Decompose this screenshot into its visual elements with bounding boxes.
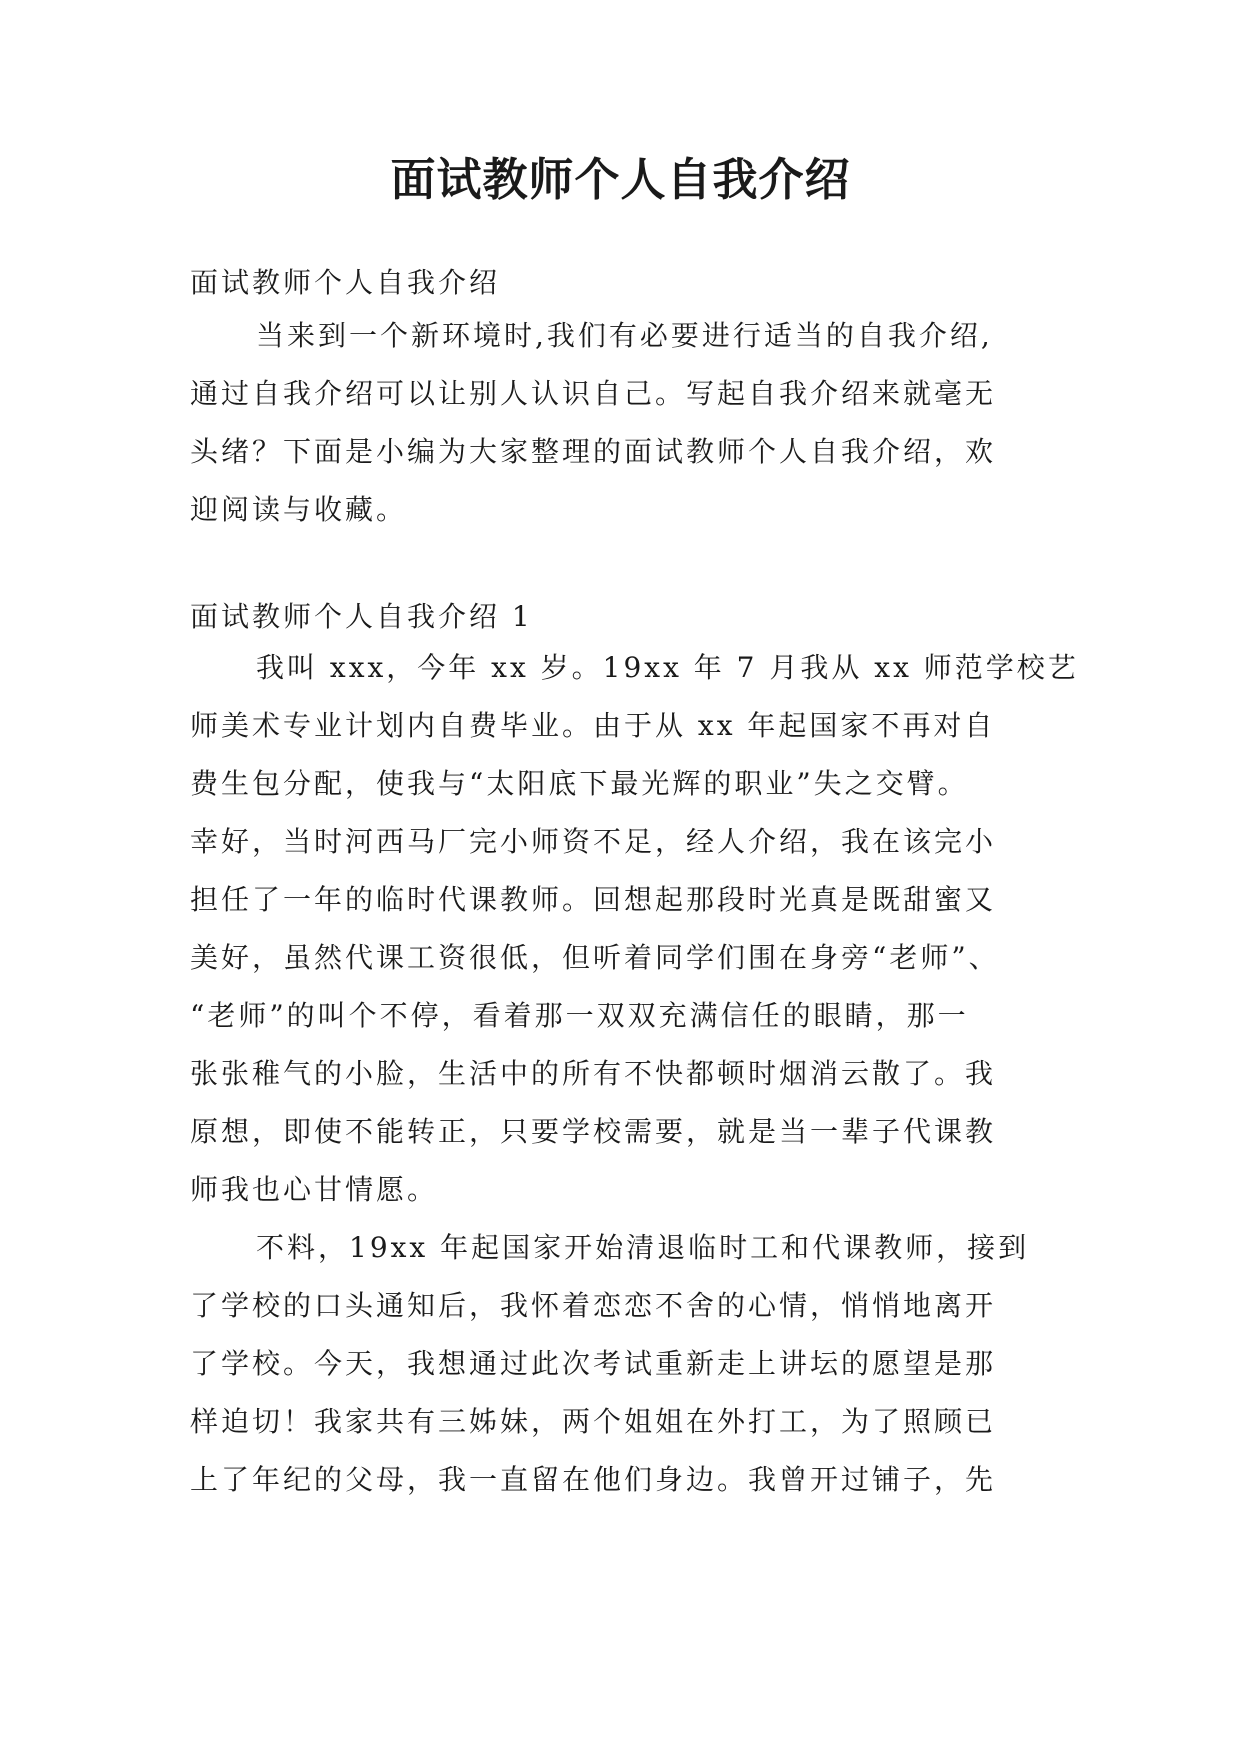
paragraph-line: 迎阅读与收藏。 xyxy=(190,493,408,526)
intro-paragraph xyxy=(190,307,1190,539)
paragraph-line: 我叫 xxx，今年 xx 岁。19xx 年 7 月我从 xx 师范学校艺 xyxy=(256,651,1079,684)
paragraph-line: 幸好，当时河西马厂完小师资不足，经人介绍，我在该完小 xyxy=(190,825,997,858)
paragraph-line: 张张稚气的小脸，生活中的所有不快都顿时烟消云散了。我 xyxy=(190,1057,997,1090)
section-1-paragraph-1 xyxy=(190,639,1190,1219)
paragraph-line: 样迫切！我家共有三姊妹，两个姐姐在外打工，为了照顾已 xyxy=(190,1405,997,1438)
paragraph-line: 当来到一个新环境时,我们有必要进行适当的自我介绍, xyxy=(256,319,993,352)
paragraph-line: 美好，虽然代课工资很低，但听着同学们围在身旁“老师”、 xyxy=(190,941,1000,974)
section-1-paragraph-2 xyxy=(190,1219,1190,1509)
document-title: 面试教师个人自我介绍 xyxy=(390,153,851,206)
section-1-heading: 面试教师个人自我介绍 1 xyxy=(190,600,533,633)
paragraph-line: 通过自我介绍可以让别人认识自己。写起自我介绍来就毫无 xyxy=(190,377,997,410)
paragraph-line: 师我也心甘情愿。 xyxy=(190,1173,439,1206)
paragraph-line: 原想，即使不能转正，只要学校需要，就是当一辈子代课教 xyxy=(190,1115,997,1148)
paragraph-line: 不料，19xx 年起国家开始清退临时工和代课教师，接到 xyxy=(256,1231,1030,1264)
intro-heading: 面试教师个人自我介绍 xyxy=(190,266,501,299)
paragraph-line: 担任了一年的临时代课教师。回想起那段时光真是既甜蜜又 xyxy=(190,883,997,916)
paragraph-line: 上了年纪的父母，我一直留在他们身边。我曾开过铺子，先 xyxy=(190,1463,997,1496)
paragraph-line: 师美术专业计划内自费毕业。由于从 xx 年起国家不再对自 xyxy=(190,709,996,742)
paragraph-line: 了学校。今天，我想通过此次考试重新走上讲坛的愿望是那 xyxy=(190,1347,997,1380)
paragraph-line: “老师”的叫个不停，看着那一双双充满信任的眼睛，那一 xyxy=(190,999,969,1032)
paragraph-line: 了学校的口头通知后，我怀着恋恋不舍的心情，悄悄地离开 xyxy=(190,1289,997,1322)
paragraph-line: 费生包分配，使我与“太阳底下最光辉的职业”失之交臂。 xyxy=(190,767,969,800)
paragraph-line: 头绪？下面是小编为大家整理的面试教师个人自我介绍，欢 xyxy=(190,435,997,468)
